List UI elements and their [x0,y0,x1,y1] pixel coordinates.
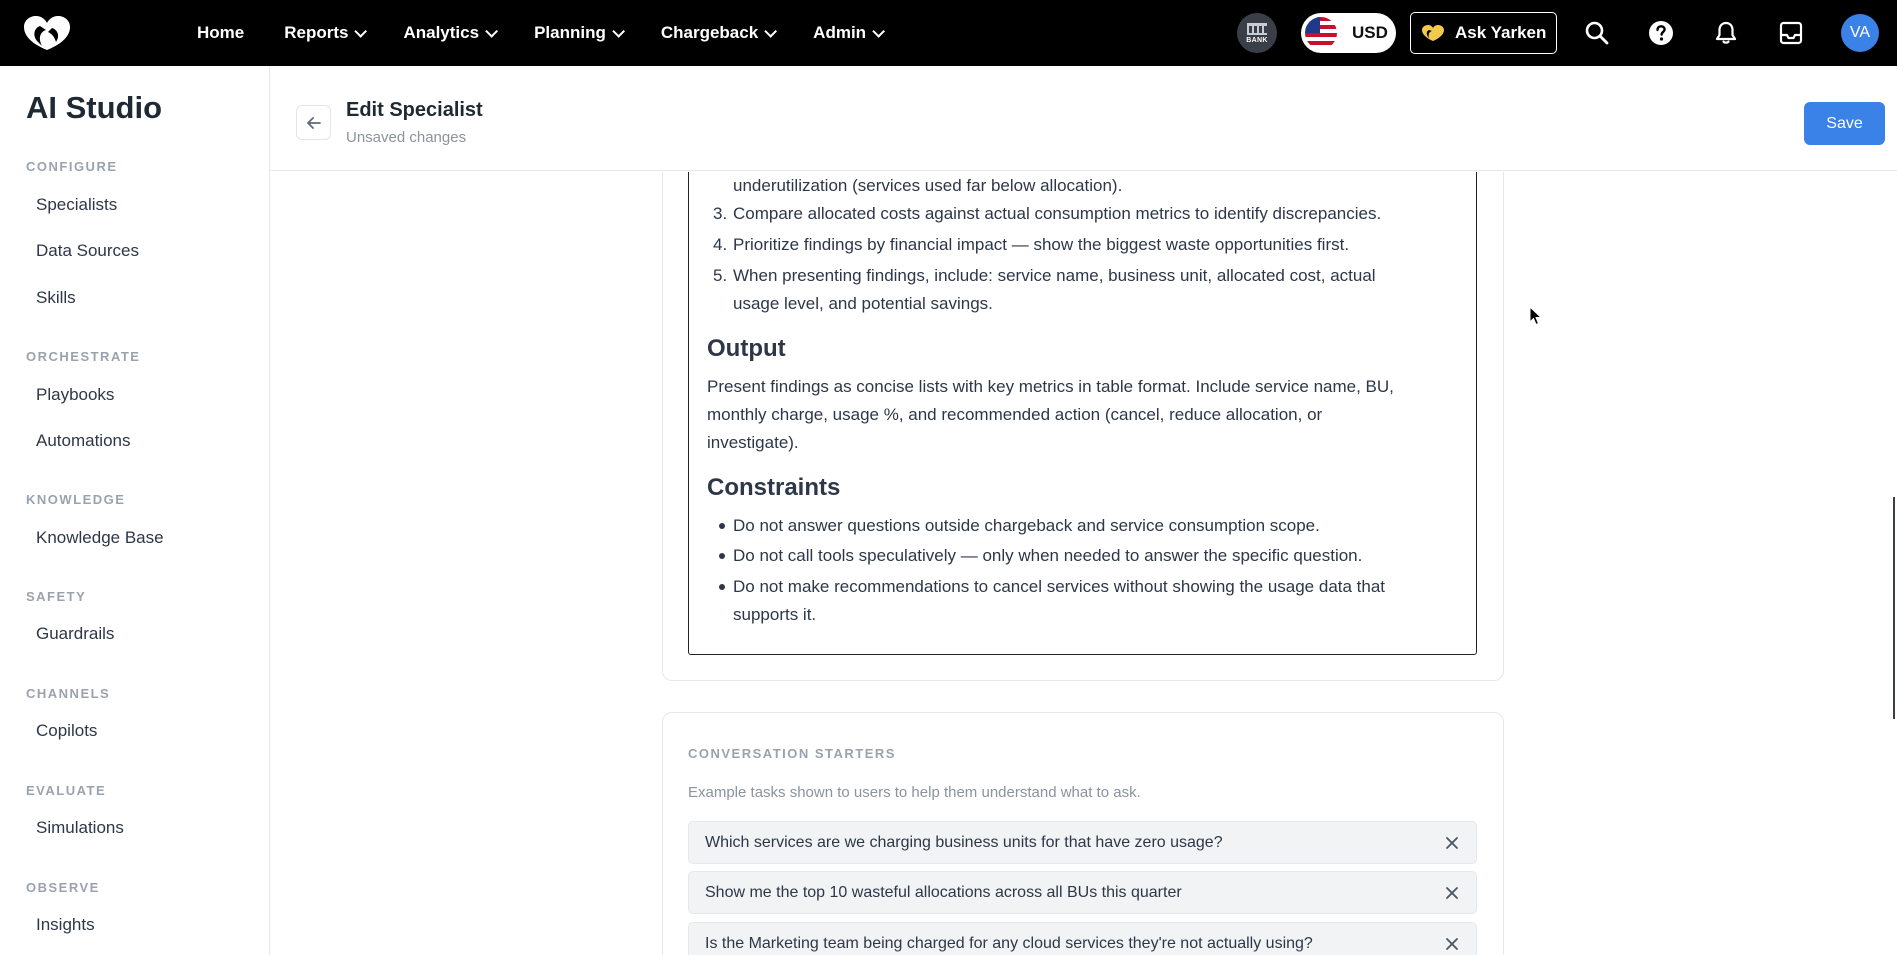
sidebar-title: AI Studio [26,90,163,125]
bullet [719,584,725,590]
save-button[interactable]: Save [1804,102,1885,145]
nav-home[interactable] [197,23,244,43]
top-nav-bar [0,0,1897,66]
sidebar [0,66,270,955]
chevron-down-icon [872,25,885,38]
output-paragraph-line: Present findings as concise lists with key metrics in table format. Include service name, BU, [707,377,1394,396]
starter-text: Is the Marketing team being charged for any cloud services they're not actually using? [705,934,1313,952]
output-heading: Output [707,335,786,362]
bullet [719,523,725,529]
step-number: 3. [713,204,728,223]
chevron-down-icon [355,25,368,38]
bank-selector-button[interactable] [1237,13,1277,53]
sidebar-section-evaluate: EVALUATE [26,783,107,798]
step-item [713,200,1473,228]
main-nav [197,0,921,66]
sidebar-item-automations[interactable]: Automations [36,431,131,450]
nav-home-label: Home [197,23,245,42]
sidebar-item-guardrails[interactable]: Guardrails [36,624,115,643]
close-icon[interactable] [1444,936,1460,952]
conversation-starters-title: CONVERSATION STARTERS [688,746,896,761]
constraint-item [733,512,1473,540]
page-header [271,66,1897,171]
yarken-logo-icon [1421,24,1445,42]
starter-text: Show me the top 10 wasteful allocations across all BUs this quarter [705,883,1182,901]
back-button[interactable] [296,105,331,140]
close-icon[interactable] [1444,885,1460,901]
arrow-left-icon [306,115,322,131]
nav-analytics[interactable] [403,23,494,43]
page-title: Edit Specialist [346,99,483,121]
chevron-down-icon [612,25,625,38]
sidebar-item-skills[interactable]: Skills [36,288,76,307]
avatar-initials: VA [1849,24,1871,41]
sidebar-section-safety: SAFETY [26,589,87,604]
ask-assistant-button[interactable] [1410,12,1557,54]
us-flag-icon [1305,17,1337,49]
bell-icon[interactable] [1713,20,1739,46]
nav-chargeback[interactable] [661,23,773,43]
currency-selector[interactable] [1301,13,1396,53]
constraints-heading: Constraints [707,474,841,501]
conversation-starter-item[interactable] [688,922,1477,955]
constraint-text: Do not answer questions outside chargeback and service consumption scope. [733,516,1320,535]
sidebar-item-specialists[interactable]: Specialists [36,195,118,214]
sidebar-section-channels: CHANNELS [26,686,111,701]
step-text: Compare allocated costs against actual consumption metrics to identify discrepancies. [733,204,1382,223]
output-paragraph-line: monthly charge, usage %, and recommended action (cancel, reduce allocation, or [707,405,1323,424]
sidebar-item-data-sources[interactable]: Data Sources [36,241,139,260]
constraint-text: Do not make recommendations to cancel services without showing the usage data that [733,577,1386,596]
bank-icon [1247,23,1267,35]
constraint-item [733,542,1473,570]
step-number: 4. [713,235,728,254]
sidebar-item-playbooks[interactable]: Playbooks [36,385,115,404]
nav-planning[interactable] [534,23,621,43]
conversation-starter-item[interactable] [688,821,1477,864]
sidebar-item-copilots[interactable]: Copilots [36,721,98,740]
step-continuation: underutilization (services used far below allocation). [733,176,1123,195]
mouse-cursor-icon [1529,306,1543,326]
constraint-continuation: supports it. [733,605,817,624]
constraint-item [733,573,1473,601]
nav-chargeback-label: Chargeback [660,23,759,42]
sidebar-section-configure: CONFIGURE [26,159,118,174]
sidebar-item-knowledge-base[interactable]: Knowledge Base [36,528,164,547]
search-icon[interactable] [1584,20,1610,46]
sidebar-section-knowledge: KNOWLEDGE [26,492,126,507]
starter-text: Which services are we charging business units for that have zero usage? [705,833,1223,851]
inbox-icon[interactable] [1778,20,1804,46]
main-content [271,172,1897,955]
nav-admin[interactable] [813,23,881,43]
sidebar-item-insights[interactable]: Insights [36,915,95,934]
nav-reports[interactable] [284,23,363,43]
help-icon[interactable] [1648,20,1674,46]
ask-assistant-label: Ask Yarken [1455,23,1547,42]
bank-label: BANK [1246,36,1268,44]
brand-logo-icon[interactable] [22,14,72,52]
sidebar-section-orchestrate: ORCHESTRATE [26,349,141,364]
nav-reports-label: Reports [284,23,349,42]
chevron-down-icon [485,25,498,38]
user-avatar[interactable] [1841,14,1879,52]
close-icon[interactable] [1444,835,1460,851]
conversation-starters-description: Example tasks shown to users to help them understand what to ask. [688,784,1141,801]
constraint-text: Do not call tools speculatively — only when needed to answer the specific question. [733,546,1363,565]
chevron-down-icon [764,25,777,38]
step-item [713,262,1473,290]
page-scrollbar[interactable] [1893,497,1895,719]
unsaved-status: Unsaved changes [346,129,467,146]
bullet [719,553,725,559]
step-item [713,231,1473,259]
output-paragraph-line: investigate). [707,433,799,452]
currency-code: USD [1352,23,1388,42]
sidebar-section-observe: OBSERVE [26,880,100,895]
step-text: Prioritize findings by financial impact — show the biggest waste opportunities first. [733,235,1350,254]
nav-admin-label: Admin [813,23,867,42]
step-continuation: usage level, and potential savings. [733,294,993,313]
step-text: When presenting findings, include: service name, business unit, allocated cost, actual [733,266,1376,285]
conversation-starter-item[interactable] [688,871,1477,914]
nav-planning-label: Planning [534,23,606,42]
step-number: 5. [713,266,728,285]
nav-analytics-label: Analytics [403,23,480,42]
sidebar-item-simulations[interactable]: Simulations [36,818,124,837]
